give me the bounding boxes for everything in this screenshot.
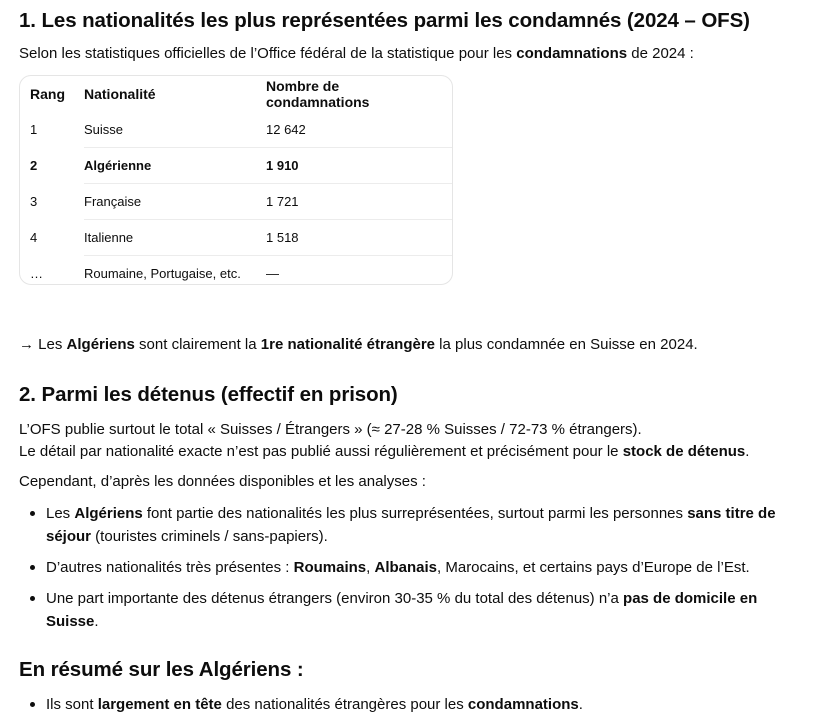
table-row bbox=[20, 256, 452, 292]
list-item: Une part importante des détenus étrangers (environ 30-35 % du total des détenus) n’a pas de domicile en Suisse. bbox=[19, 587, 786, 633]
cell-rang: 2 bbox=[30, 158, 38, 173]
cell-nombre: 1 910 bbox=[266, 148, 452, 184]
section-1-heading: 1. Les nationalités les plus représentées parmi les condamnés (2024 – OFS) bbox=[19, 9, 750, 32]
cell-rang: 3 bbox=[30, 194, 38, 209]
cell-nombre: 1 518 bbox=[266, 220, 452, 256]
section-2-heading: 2. Parmi les détenus (effectif en prison) bbox=[19, 383, 398, 406]
table-row bbox=[20, 148, 452, 184]
convictions-table bbox=[20, 76, 452, 291]
column-header-nationalite: Nationalité bbox=[84, 85, 156, 102]
column-header-rang: Rang bbox=[30, 85, 65, 102]
cell-nationalite: Italienne bbox=[84, 220, 266, 256]
column-header-nombre: Nombre de condamnations bbox=[266, 77, 370, 110]
section-1-intro: Selon les statistiques officielles de l’Office fédéral de la statistique pour les condamnations de 2024 : bbox=[19, 45, 694, 62]
cell-nationalite: Roumaine, Portugaise, etc. bbox=[84, 256, 266, 292]
list-item: D’autres nationalités très présentes : Roumains, Albanais, Marocains, et certains pays d’Europe de l’Est. bbox=[19, 556, 786, 579]
list-item: Les Algériens font partie des nationalités les plus surreprésentées, surtout parmi les personnes sans titre de séjour (touristes criminels / sans-papiers). bbox=[19, 502, 786, 548]
list-item: Ils sont largement en tête des nationalités étrangères pour les condamnations. bbox=[19, 693, 786, 716]
table-row bbox=[20, 220, 452, 256]
cell-nombre: — bbox=[266, 256, 452, 292]
cell-nationalite: Française bbox=[84, 184, 266, 220]
table-header-row bbox=[20, 76, 452, 112]
convictions-table-container bbox=[19, 75, 453, 285]
detainees-bullet-list bbox=[19, 502, 786, 641]
cell-rang: 4 bbox=[30, 230, 38, 245]
summary-bullet-list bbox=[19, 693, 786, 716]
section-2-paragraph: L’OFS publie surtout le total « Suisses / Étrangers » (≈ 27-28 % Suisses / 72-73 % étrangers). Le détail par nationalité exacte n’est pas publié aussi régulièrement et précisément pour le stock de détenus. bbox=[19, 421, 750, 460]
cell-nombre: 12 642 bbox=[266, 122, 306, 137]
cell-nationalite: Algérienne bbox=[84, 148, 266, 184]
table-row bbox=[20, 112, 452, 148]
cell-rang: … bbox=[30, 266, 43, 281]
table-row bbox=[20, 184, 452, 220]
section-1-conclusion: → Les Algériens sont clairement la 1re nationalité étrangère la plus condamnée en Suisse en 2024. bbox=[19, 336, 698, 353]
cell-nationalite: Suisse bbox=[84, 122, 124, 137]
section-2-lead-in: Cependant, d’après les données disponibles et les analyses : bbox=[19, 473, 426, 490]
cell-nombre: 1 721 bbox=[266, 184, 452, 220]
summary-heading: En résumé sur les Algériens : bbox=[19, 658, 304, 681]
cell-rang: 1 bbox=[30, 122, 38, 137]
